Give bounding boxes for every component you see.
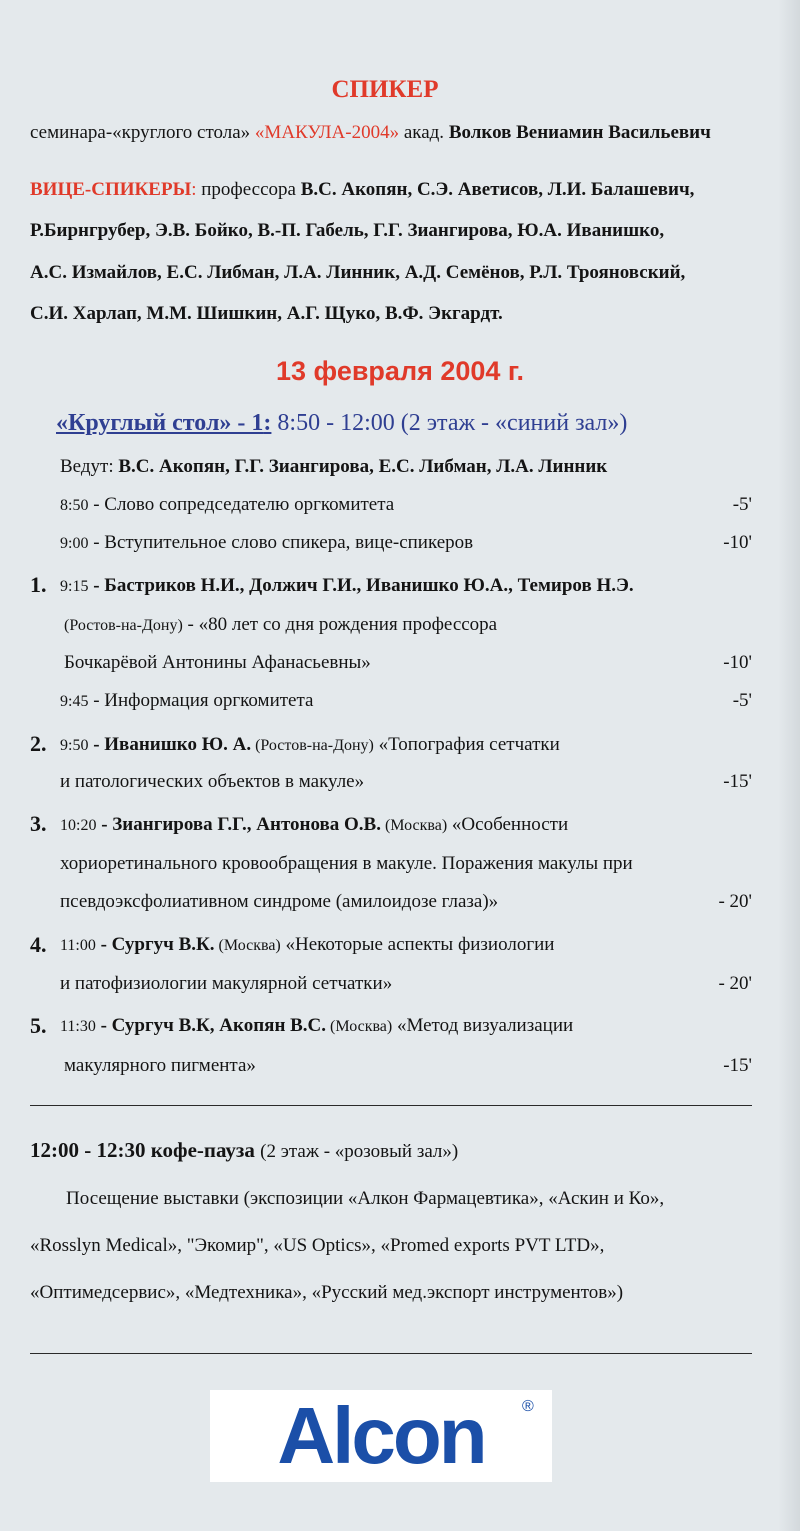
item-time: 8:50 xyxy=(60,497,89,514)
report-time: 11:00 xyxy=(60,937,96,954)
report-authors-line xyxy=(60,934,554,956)
paper-edge xyxy=(778,0,800,1531)
report-authors-line xyxy=(60,814,568,836)
item-duration: -5' xyxy=(732,494,752,515)
round-table-info: 8:50 - 12:00 (2 этаж - «синий зал») xyxy=(277,410,628,436)
report-duration: - 20' xyxy=(718,891,752,912)
item-text: - Слово сопредседателю оргкомитета xyxy=(88,494,395,515)
registered-mark-icon: ® xyxy=(522,1398,534,1415)
report-title: «Топография сетчатки xyxy=(373,734,560,755)
report-duration: -15' xyxy=(723,1055,752,1076)
round-table-label: «Круглый стол» - 1 xyxy=(56,410,264,436)
report-number: 1. xyxy=(30,572,47,597)
report-title-line: хориоретинального кровообращения в макуле. Поражения макулы при xyxy=(60,853,633,874)
item-text: - Информация оргкомитета xyxy=(88,690,314,711)
report-authors-line xyxy=(60,1015,573,1037)
exhibition-line: Посещение выставки (экспозиции «Алкон Фармацевтика», «Аскин и Ко», xyxy=(66,1188,665,1209)
report-authors: - Иванишко Ю. А. xyxy=(88,734,252,755)
exhibition-line: «Rosslyn Medical», "Экомир", «US Optics», «Promed exports PVT LTD», xyxy=(30,1235,605,1256)
report-city: (Москва) xyxy=(214,937,281,954)
program-item xyxy=(60,494,394,516)
moderators-label: Ведут: xyxy=(60,456,114,477)
alcon-logo-box xyxy=(210,1390,552,1482)
vice-prefix: профессора xyxy=(201,179,296,200)
report-title: «Метод визуализации xyxy=(392,1015,574,1036)
moderators-names: В.С. Акопян, Г.Г. Зиангирова, Е.С. Либман, Л.А. Линник xyxy=(118,456,608,477)
page-title: СПИКЕР xyxy=(331,76,439,103)
exhibition-line: «Оптимедсервис», «Медтехника», «Русский мед.экспорт инструментов») xyxy=(30,1282,624,1303)
report-city: (Москва) xyxy=(326,1018,393,1035)
report-title-line: и патофизиологии макулярной сетчатки» xyxy=(60,973,393,994)
session-date: 13 февраля 2004 г. xyxy=(276,356,524,386)
coffee-break-line xyxy=(30,1138,458,1163)
event-name: «МАКУЛА-2004» xyxy=(254,122,400,143)
report-duration: -15' xyxy=(723,771,752,792)
divider xyxy=(30,1353,752,1354)
speaker-line xyxy=(30,122,711,144)
divider xyxy=(30,1105,752,1106)
report-title-line: Бочкарёвой Антонины Афанасьевны» xyxy=(64,652,371,673)
report-city: (Москва) xyxy=(380,817,448,834)
report-city: (Ростов-на-Дону) xyxy=(64,617,183,634)
report-city: (Ростов-на-Дону) xyxy=(251,737,374,754)
report-authors: - Сургуч В.К, Акопян В.С. xyxy=(95,1015,327,1036)
program-item xyxy=(60,690,313,712)
report-title-line: макулярного пигмента» xyxy=(64,1055,256,1076)
vice-label: ВИЦЕ-СПИКЕРЫ xyxy=(30,179,192,200)
vice-colon: : xyxy=(191,179,197,200)
report-authors: - Зиангирова Г.Г., Антонова О.В. xyxy=(96,814,381,835)
report-title-line: и патологических объектов в макуле» xyxy=(60,771,365,792)
coffee-place: (2 этаж - «розовый зал») xyxy=(260,1141,459,1162)
report-title-line: псевдоэксфолиативном синдроме (амилоидозе глаза)» xyxy=(60,891,499,912)
seminar-label: семинара-«круглого стола» xyxy=(30,122,251,143)
report-title: «Особенности xyxy=(447,814,569,835)
item-time: 9:45 xyxy=(60,693,89,710)
item-duration: -10' xyxy=(723,532,752,553)
report-duration: - 20' xyxy=(718,973,752,994)
item-duration: -5' xyxy=(732,690,752,711)
report-title: - «80 лет со дня рождения профессора xyxy=(182,614,498,635)
vice-line-3: А.С. Измайлов, Е.С. Либман, Л.А. Линник, А.Д. Семёнов, Р.Л. Трояновский, xyxy=(30,262,686,283)
round-table-header xyxy=(56,410,627,437)
speaker-name: Волков Вениамин Васильевич xyxy=(448,122,711,143)
vice-line-4: С.И. Харлап, М.М. Шишкин, А.Г. Щуко, В.Ф. Экгардт. xyxy=(30,303,503,324)
item-time: 9:00 xyxy=(60,535,89,552)
report-title-line xyxy=(64,614,497,636)
report-authors-line xyxy=(60,734,560,756)
title-academic: акад. xyxy=(403,122,445,143)
vice-names-1: В.С. Акопян, С.Э. Аветисов, Л.И. Балашевич, xyxy=(300,179,695,200)
item-text: - Вступительное слово спикера, вице-спикеров xyxy=(88,532,474,553)
report-authors: - Бастриков Н.И., Должич Г.И., Иванишко Ю.А., Темиров Н.Э. xyxy=(88,575,634,596)
report-authors-line xyxy=(60,575,634,597)
coffee-label: кофе-пауза xyxy=(150,1138,255,1162)
vice-line-1 xyxy=(30,179,694,201)
report-duration: -10' xyxy=(723,652,752,673)
alcon-logo: Alcon xyxy=(277,1391,485,1480)
vice-line-2: Р.Бирнгрубер, Э.В. Бойко, В.-П. Габель, Г.Г. Зиангирова, Ю.А. Иванишко, xyxy=(30,220,665,241)
report-number: 5. xyxy=(30,1013,47,1038)
moderators-line xyxy=(60,456,607,478)
program-item xyxy=(60,532,473,554)
report-number: 3. xyxy=(30,811,47,836)
coffee-time: 12:00 - 12:30 xyxy=(30,1138,146,1162)
report-time: 9:50 xyxy=(60,737,89,754)
report-number: 2. xyxy=(30,731,47,756)
report-time: 10:20 xyxy=(60,817,97,834)
report-time: 11:30 xyxy=(60,1018,96,1035)
report-title: «Некоторые аспекты физиологии xyxy=(280,934,555,955)
report-time: 9:15 xyxy=(60,578,89,595)
report-number: 4. xyxy=(30,932,47,957)
round-table-colon: : xyxy=(263,410,272,436)
report-authors: - Сургуч В.К. xyxy=(95,934,215,955)
